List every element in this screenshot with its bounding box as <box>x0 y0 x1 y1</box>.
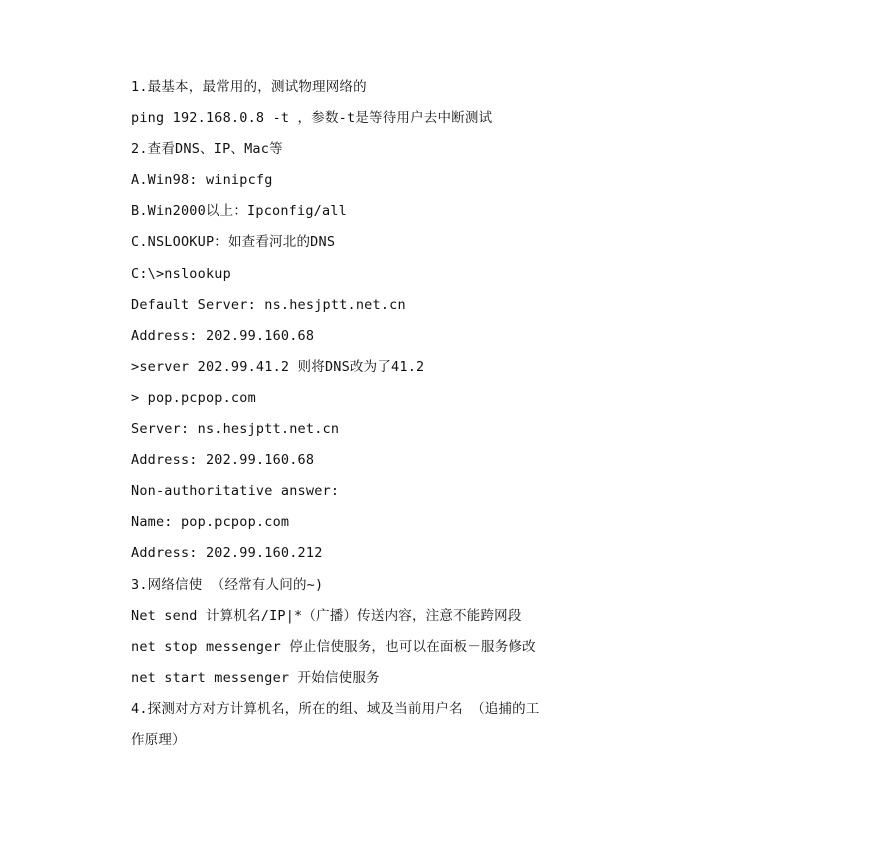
text-line: net stop messenger 停止信使服务，也可以在面板－服务修改 <box>131 638 536 655</box>
code-line: Non-authoritative answer: <box>131 483 340 500</box>
code-line: Default Server: ns.hesjptt.net.cn <box>131 296 406 313</box>
code-line: Address: 202.99.160.212 <box>131 545 323 562</box>
text-line: A.Win98: winipcfg <box>131 172 273 189</box>
text-line: 作原理） <box>131 731 186 748</box>
code-line: Name: pop.pcpop.com <box>131 514 290 531</box>
code-line: > pop.pcpop.com <box>131 389 256 406</box>
text-line: C.NSLOOKUP：如查看河北的DNS <box>131 234 336 251</box>
code-line: C:\>nslookup <box>131 265 231 282</box>
text-line: net start messenger 开始信使服务 <box>131 669 380 686</box>
code-line: Address: 202.99.160.68 <box>131 327 315 344</box>
document-body <box>131 76 771 760</box>
code-line: Address: 202.99.160.68 <box>131 452 315 469</box>
text-line: ping 192.168.0.8 -t ，参数-t是等待用户去中断测试 <box>131 110 493 127</box>
heading-net-messenger: 3.网络信使 （经常有人问的~) <box>131 576 324 593</box>
heading-basic-ping: 1.最基本，最常用的，测试物理网络的 <box>131 79 367 95</box>
code-line: Server: ns.hesjptt.net.cn <box>131 421 340 438</box>
heading-probe-computer-name: 4.探测对方对方计算机名，所在的组、域及当前用户名 （追捕的工 <box>131 700 540 717</box>
text-line: B.Win2000以上：Ipconfig/all <box>131 203 347 220</box>
text-line: Net send 计算机名/IP|*（广播）传送内容，注意不能跨网段 <box>131 607 522 624</box>
heading-view-dns-ip-mac: 2.查看DNS、IP、Mac等 <box>131 141 283 158</box>
code-line: >server 202.99.41.2 则将DNS改为了41.2 <box>131 358 425 375</box>
